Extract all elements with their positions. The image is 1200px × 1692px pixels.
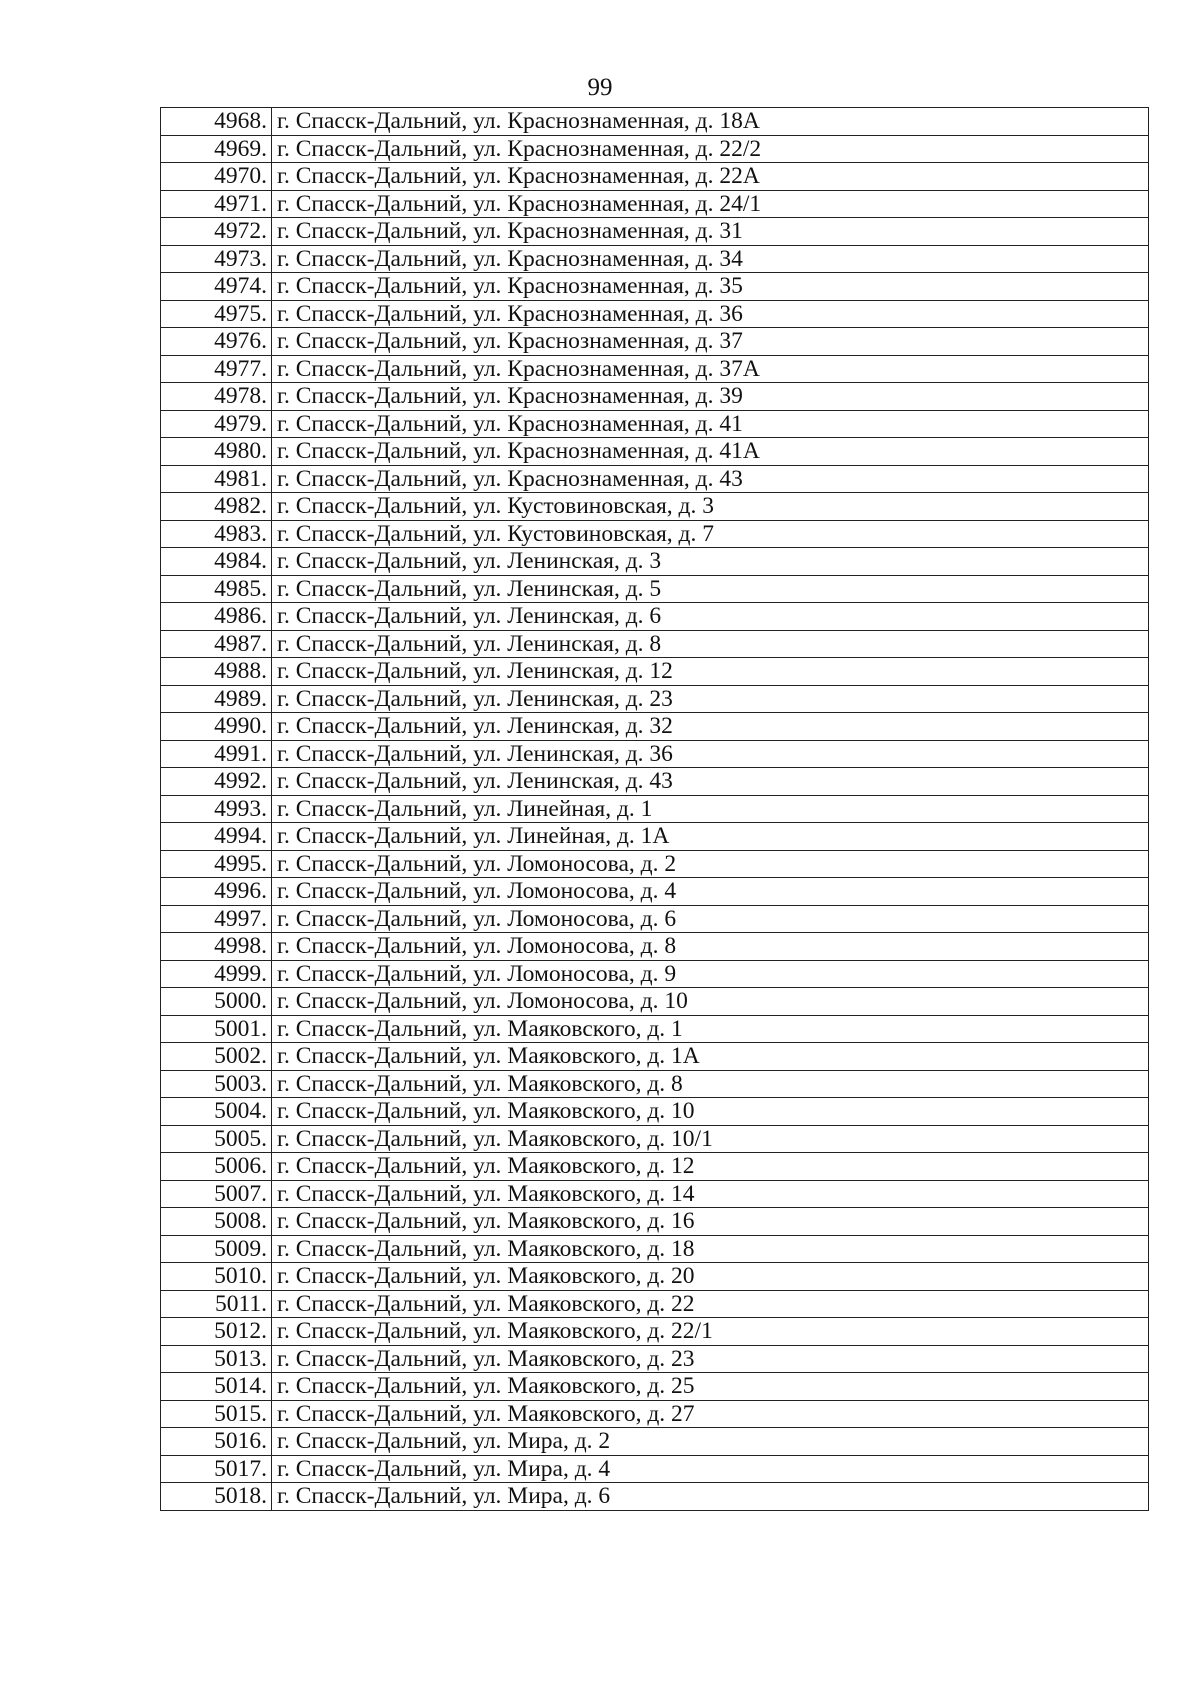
row-number-cell: 4996. <box>161 878 272 906</box>
address-cell: г. Спасск-Дальний, ул. Ленинская, д. 32 <box>272 713 1149 741</box>
address-cell: г. Спасск-Дальний, ул. Маяковского, д. 22/1 <box>272 1318 1149 1346</box>
table-row <box>161 740 1149 768</box>
table-row <box>161 218 1149 246</box>
address-cell: г. Спасск-Дальний, ул. Маяковского, д. 14 <box>272 1180 1149 1208</box>
table-row <box>161 438 1149 466</box>
address-cell: г. Спасск-Дальний, ул. Маяковского, д. 12 <box>272 1153 1149 1181</box>
row-number-cell: 4991. <box>161 740 272 768</box>
table-row <box>161 520 1149 548</box>
table-row <box>161 1235 1149 1263</box>
address-cell: г. Спасск-Дальний, ул. Мира, д. 2 <box>272 1428 1149 1456</box>
address-cell: г. Спасск-Дальний, ул. Краснознаменная, д. 39 <box>272 383 1149 411</box>
table-row <box>161 850 1149 878</box>
row-number-cell: 4983. <box>161 520 272 548</box>
row-number-cell: 5009. <box>161 1235 272 1263</box>
table-row <box>161 548 1149 576</box>
table-row <box>161 1070 1149 1098</box>
row-number-cell: 5007. <box>161 1180 272 1208</box>
address-cell: г. Спасск-Дальний, ул. Маяковского, д. 18 <box>272 1235 1149 1263</box>
table-row <box>161 1098 1149 1126</box>
address-cell: г. Спасск-Дальний, ул. Ломоносова, д. 8 <box>272 933 1149 961</box>
address-cell: г. Спасск-Дальний, ул. Краснознаменная, д. 43 <box>272 465 1149 493</box>
table-row <box>161 1400 1149 1428</box>
address-cell: г. Спасск-Дальний, ул. Ломоносова, д. 4 <box>272 878 1149 906</box>
table-row <box>161 135 1149 163</box>
row-number-cell: 5003. <box>161 1070 272 1098</box>
address-cell: г. Спасск-Дальний, ул. Краснознаменная, д. 41А <box>272 438 1149 466</box>
table-row <box>161 1373 1149 1401</box>
table-row <box>161 685 1149 713</box>
address-cell: г. Спасск-Дальний, ул. Маяковского, д. 23 <box>272 1345 1149 1373</box>
row-number-cell: 5002. <box>161 1043 272 1071</box>
address-cell: г. Спасск-Дальний, ул. Ленинская, д. 23 <box>272 685 1149 713</box>
row-number-cell: 4988. <box>161 658 272 686</box>
address-cell: г. Спасск-Дальний, ул. Ленинская, д. 43 <box>272 768 1149 796</box>
table-row <box>161 465 1149 493</box>
row-number-cell: 4978. <box>161 383 272 411</box>
table-row <box>161 658 1149 686</box>
table-row <box>161 493 1149 521</box>
row-number-cell: 4982. <box>161 493 272 521</box>
row-number-cell: 4987. <box>161 630 272 658</box>
address-cell: г. Спасск-Дальний, ул. Маяковского, д. 22 <box>272 1290 1149 1318</box>
row-number-cell: 4990. <box>161 713 272 741</box>
row-number-cell: 5010. <box>161 1263 272 1291</box>
row-number-cell: 4993. <box>161 795 272 823</box>
address-cell: г. Спасск-Дальний, ул. Линейная, д. 1 <box>272 795 1149 823</box>
row-number-cell: 4975. <box>161 300 272 328</box>
row-number-cell: 4971. <box>161 190 272 218</box>
address-cell: г. Спасск-Дальний, ул. Ленинская, д. 12 <box>272 658 1149 686</box>
row-number-cell: 4979. <box>161 410 272 438</box>
table-row <box>161 603 1149 631</box>
row-number-cell: 4994. <box>161 823 272 851</box>
row-number-cell: 4997. <box>161 905 272 933</box>
row-number-cell: 5014. <box>161 1373 272 1401</box>
table-row <box>161 630 1149 658</box>
address-cell: г. Спасск-Дальний, ул. Краснознаменная, д. 36 <box>272 300 1149 328</box>
table-row <box>161 410 1149 438</box>
table-row <box>161 795 1149 823</box>
table-row <box>161 1153 1149 1181</box>
address-cell: г. Спасск-Дальний, ул. Кустовиновская, д. 7 <box>272 520 1149 548</box>
row-number-cell: 4980. <box>161 438 272 466</box>
table-row <box>161 355 1149 383</box>
row-number-cell: 4986. <box>161 603 272 631</box>
table-row <box>161 1455 1149 1483</box>
table-row <box>161 1043 1149 1071</box>
address-cell: г. Спасск-Дальний, ул. Мира, д. 4 <box>272 1455 1149 1483</box>
row-number-cell: 5012. <box>161 1318 272 1346</box>
address-cell: г. Спасск-Дальний, ул. Ломоносова, д. 9 <box>272 960 1149 988</box>
table-row <box>161 383 1149 411</box>
row-number-cell: 5005. <box>161 1125 272 1153</box>
row-number-cell: 5016. <box>161 1428 272 1456</box>
row-number-cell: 5015. <box>161 1400 272 1428</box>
row-number-cell: 4973. <box>161 245 272 273</box>
table-row <box>161 300 1149 328</box>
address-cell: г. Спасск-Дальний, ул. Краснознаменная, д. 41 <box>272 410 1149 438</box>
address-cell: г. Спасск-Дальний, ул. Маяковского, д. 16 <box>272 1208 1149 1236</box>
address-cell: г. Спасск-Дальний, ул. Краснознаменная, д. 35 <box>272 273 1149 301</box>
address-cell: г. Спасск-Дальний, ул. Ломоносова, д. 6 <box>272 905 1149 933</box>
address-cell: г. Спасск-Дальний, ул. Маяковского, д. 1А <box>272 1043 1149 1071</box>
row-number-cell: 5004. <box>161 1098 272 1126</box>
address-cell: г. Спасск-Дальний, ул. Краснознаменная, д. 22А <box>272 163 1149 191</box>
address-cell: г. Спасск-Дальний, ул. Краснознаменная, д. 37 <box>272 328 1149 356</box>
address-cell: г. Спасск-Дальний, ул. Маяковского, д. 25 <box>272 1373 1149 1401</box>
row-number-cell: 5017. <box>161 1455 272 1483</box>
row-number-cell: 5013. <box>161 1345 272 1373</box>
row-number-cell: 4972. <box>161 218 272 246</box>
table-row <box>161 905 1149 933</box>
page-number: 99 <box>587 74 613 101</box>
table-row <box>161 1318 1149 1346</box>
table-row <box>161 878 1149 906</box>
table-row <box>161 328 1149 356</box>
table-row <box>161 768 1149 796</box>
address-cell: г. Спасск-Дальний, ул. Краснознаменная, д. 18А <box>272 108 1149 136</box>
address-cell: г. Спасск-Дальний, ул. Маяковского, д. 27 <box>272 1400 1149 1428</box>
address-cell: г. Спасск-Дальний, ул. Маяковского, д. 1 <box>272 1015 1149 1043</box>
address-cell: г. Спасск-Дальний, ул. Маяковского, д. 10 <box>272 1098 1149 1126</box>
table-row <box>161 1208 1149 1236</box>
address-cell: г. Спасск-Дальний, ул. Краснознаменная, д. 24/1 <box>272 190 1149 218</box>
table-row <box>161 1483 1149 1511</box>
address-cell: г. Спасск-Дальний, ул. Линейная, д. 1А <box>272 823 1149 851</box>
table-row <box>161 163 1149 191</box>
row-number-cell: 4968. <box>161 108 272 136</box>
row-number-cell: 4984. <box>161 548 272 576</box>
address-cell: г. Спасск-Дальний, ул. Кустовиновская, д. 3 <box>272 493 1149 521</box>
table-row <box>161 1180 1149 1208</box>
address-cell: г. Спасск-Дальний, ул. Маяковского, д. 20 <box>272 1263 1149 1291</box>
address-cell: г. Спасск-Дальний, ул. Краснознаменная, д. 34 <box>272 245 1149 273</box>
table-row <box>161 245 1149 273</box>
address-table <box>160 107 1149 1511</box>
row-number-cell: 5018. <box>161 1483 272 1511</box>
table-row <box>161 933 1149 961</box>
address-cell: г. Спасск-Дальний, ул. Ломоносова, д. 2 <box>272 850 1149 878</box>
row-number-cell: 5011. <box>161 1290 272 1318</box>
row-number-cell: 4995. <box>161 850 272 878</box>
table-row <box>161 713 1149 741</box>
row-number-cell: 4969. <box>161 135 272 163</box>
table-row <box>161 988 1149 1016</box>
address-cell: г. Спасск-Дальний, ул. Ленинская, д. 36 <box>272 740 1149 768</box>
row-number-cell: 4981. <box>161 465 272 493</box>
row-number-cell: 4998. <box>161 933 272 961</box>
address-cell: г. Спасск-Дальний, ул. Ленинская, д. 3 <box>272 548 1149 576</box>
address-cell: г. Спасск-Дальний, ул. Краснознаменная, д. 37А <box>272 355 1149 383</box>
address-cell: г. Спасск-Дальний, ул. Маяковского, д. 8 <box>272 1070 1149 1098</box>
address-cell: г. Спасск-Дальний, ул. Краснознаменная, д. 31 <box>272 218 1149 246</box>
address-cell: г. Спасск-Дальний, ул. Маяковского, д. 10/1 <box>272 1125 1149 1153</box>
address-cell: г. Спасск-Дальний, ул. Ленинская, д. 6 <box>272 603 1149 631</box>
address-cell: г. Спасск-Дальний, ул. Ленинская, д. 8 <box>272 630 1149 658</box>
row-number-cell: 4970. <box>161 163 272 191</box>
table-row <box>161 575 1149 603</box>
table-row <box>161 1345 1149 1373</box>
address-cell: г. Спасск-Дальний, ул. Ломоносова, д. 10 <box>272 988 1149 1016</box>
row-number-cell: 5001. <box>161 1015 272 1043</box>
table-row <box>161 1015 1149 1043</box>
row-number-cell: 4992. <box>161 768 272 796</box>
row-number-cell: 4976. <box>161 328 272 356</box>
row-number-cell: 4985. <box>161 575 272 603</box>
table-row <box>161 823 1149 851</box>
table-row <box>161 108 1149 136</box>
row-number-cell: 5008. <box>161 1208 272 1236</box>
table-row <box>161 1290 1149 1318</box>
address-cell: г. Спасск-Дальний, ул. Мира, д. 6 <box>272 1483 1149 1511</box>
address-cell: г. Спасск-Дальний, ул. Краснознаменная, д. 22/2 <box>272 135 1149 163</box>
row-number-cell: 4999. <box>161 960 272 988</box>
table-row <box>161 960 1149 988</box>
row-number-cell: 4989. <box>161 685 272 713</box>
row-number-cell: 4977. <box>161 355 272 383</box>
address-cell: г. Спасск-Дальний, ул. Ленинская, д. 5 <box>272 575 1149 603</box>
row-number-cell: 5000. <box>161 988 272 1016</box>
table-row <box>161 190 1149 218</box>
address-table-body <box>161 108 1149 1511</box>
table-row <box>161 1428 1149 1456</box>
table-row <box>161 1125 1149 1153</box>
table-row <box>161 1263 1149 1291</box>
table-row <box>161 273 1149 301</box>
row-number-cell: 4974. <box>161 273 272 301</box>
row-number-cell: 5006. <box>161 1153 272 1181</box>
